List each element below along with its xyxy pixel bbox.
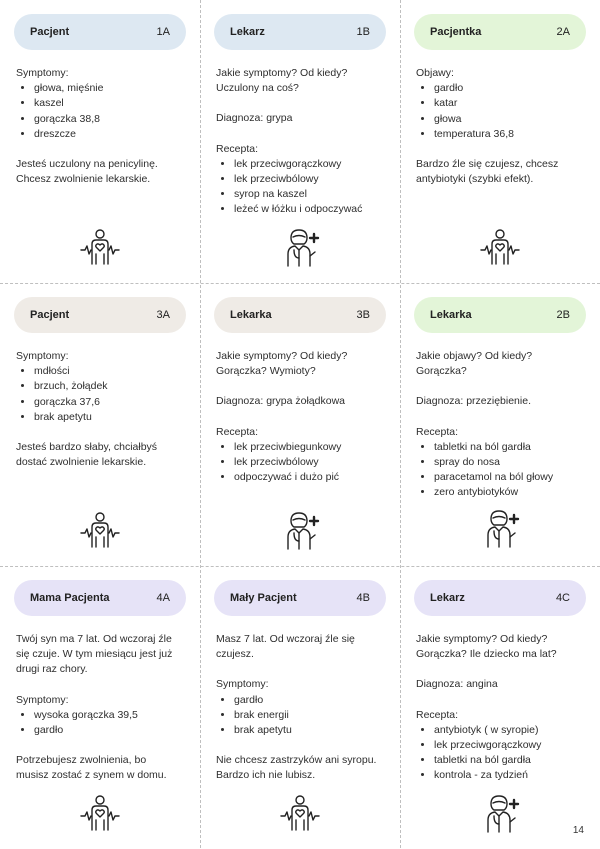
card-title: Lekarz xyxy=(230,26,265,38)
list-item: • antybiotyk ( w syropie) xyxy=(434,723,586,738)
card-code: 2B xyxy=(556,309,570,321)
list-item: • lek przeciwbólowy xyxy=(234,172,386,187)
card-code: 1B xyxy=(356,26,370,38)
card-code: 2A xyxy=(556,26,570,38)
card-note: Bardzo ich nie lubisz. xyxy=(216,769,316,782)
card-header xyxy=(14,297,186,333)
role-card xyxy=(200,566,400,849)
section-label: Symptomy: xyxy=(16,693,69,706)
card-note: Nie chcesz zastrzyków ani syropu. xyxy=(216,754,377,767)
card-code: 4C xyxy=(555,592,570,604)
card-title: Pacjent xyxy=(30,26,70,38)
card-note: Potrzebujesz zwolnienia, bo xyxy=(16,754,147,767)
card-code: 3B xyxy=(356,309,370,321)
card-header xyxy=(214,297,386,333)
card-title: Lekarka xyxy=(430,309,472,321)
card-title: Pacjentka xyxy=(430,26,482,38)
diagnosis: Diagnoza: angina xyxy=(416,678,498,691)
list-item: • spray do nosa xyxy=(434,455,586,470)
list-item: • dreszcze xyxy=(34,127,186,142)
list-item: • tabletki na ból gardła xyxy=(434,753,586,768)
scenario-line: drugi raz chory. xyxy=(16,663,88,676)
question-line: Jakie symptomy? Od kiedy? xyxy=(416,633,548,645)
list-item: • lek przeciwgorączkowy xyxy=(434,738,586,753)
section-label: Objawy: xyxy=(416,67,454,79)
patient-heartbeat-icon xyxy=(480,228,520,268)
role-card xyxy=(0,566,200,849)
list-item: • mdłości xyxy=(34,364,186,379)
diagnosis: Diagnoza: przeziębienie. xyxy=(416,395,531,408)
card-header xyxy=(14,14,186,50)
card-body xyxy=(14,632,186,784)
card-body xyxy=(414,66,586,187)
prescription-list xyxy=(416,440,586,501)
list-item: • odpoczywać i dużo pić xyxy=(234,470,386,485)
card-header xyxy=(414,14,586,50)
role-card xyxy=(200,283,400,566)
patient-heartbeat-icon xyxy=(280,794,320,834)
symptom-list xyxy=(16,81,186,142)
card-header xyxy=(414,580,586,616)
card-code: 3A xyxy=(156,309,170,321)
section-label: Symptomy: xyxy=(216,678,269,691)
question-line: Gorączka? xyxy=(416,365,467,378)
doctor-icon xyxy=(479,509,521,549)
card-title: Mały Pacjent xyxy=(230,592,297,604)
section-label: Symptomy: xyxy=(16,67,69,79)
card-note: dostać zwolnienie lekarskie. xyxy=(16,456,147,469)
question-line: Gorączka? Wymioty? xyxy=(216,365,316,378)
question-line: Jakie objawy? Od kiedy? xyxy=(416,350,533,362)
list-item: • lek przeciwbiegunkowy xyxy=(234,440,386,455)
card-body xyxy=(14,66,186,187)
scenario-line: Twój syn ma 7 lat. Od wczoraj źle xyxy=(16,633,172,645)
list-item: • głowa xyxy=(434,112,586,127)
list-item: • katar xyxy=(434,96,586,111)
card-note: Bardzo źle się czujesz, chcesz xyxy=(416,158,559,171)
section-label: Recepta: xyxy=(416,425,459,438)
card-note: antybiotyki (szybki efekt). xyxy=(416,173,534,186)
role-card xyxy=(0,0,200,283)
list-item: • kaszel xyxy=(34,96,186,111)
prescription-list xyxy=(216,440,386,486)
prescription-list xyxy=(216,157,386,218)
symptom-list xyxy=(216,693,386,739)
card-note: Jesteś uczulony na penicylinę. xyxy=(16,158,158,171)
card-body xyxy=(414,349,586,501)
list-item: • gorączka 37,6 xyxy=(34,395,186,410)
list-item: • brak energii xyxy=(234,708,386,723)
patient-heartbeat-icon xyxy=(80,794,120,834)
card-code: 4A xyxy=(156,592,170,604)
symptom-list xyxy=(416,81,586,142)
card-code: 4B xyxy=(356,592,370,604)
card-body xyxy=(14,349,186,470)
card-note: Jesteś bardzo słaby, chciałbyś xyxy=(16,441,158,454)
card-title: Mama Pacjenta xyxy=(30,592,110,604)
question-line: Uczulony na coś? xyxy=(216,82,299,95)
list-item: • tabletki na ból gardła xyxy=(434,440,586,455)
list-item: • brak apetytu xyxy=(34,410,186,425)
section-label: Recepta: xyxy=(216,425,259,438)
list-item: • gardło xyxy=(234,693,386,708)
section-label: Recepta: xyxy=(416,708,459,721)
card-header xyxy=(214,580,386,616)
card-header xyxy=(14,580,186,616)
card-body xyxy=(214,349,386,485)
section-label: Recepta: xyxy=(216,142,259,155)
list-item: • kontrola - za tydzień xyxy=(434,768,586,783)
card-note: Chcesz zwolnienie lekarskie. xyxy=(16,173,151,186)
card-title: Lekarka xyxy=(230,309,272,321)
card-body xyxy=(414,632,586,784)
list-item: • wysoka gorączka 39,5 xyxy=(34,708,186,723)
card-header xyxy=(214,14,386,50)
section-label: Symptomy: xyxy=(16,350,69,362)
list-item: • brzuch, żołądek xyxy=(34,379,186,394)
list-item: • syrop na kaszel xyxy=(234,187,386,202)
list-item: • gorączka 38,8 xyxy=(34,112,186,127)
card-title: Pacjent xyxy=(30,309,70,321)
scenario-line: czujesz. xyxy=(216,648,254,661)
list-item: • paracetamol na ból głowy xyxy=(434,470,586,485)
list-item: • głowa, mięśnie xyxy=(34,81,186,96)
card-title: Lekarz xyxy=(430,592,465,604)
card-body xyxy=(214,632,386,784)
role-card xyxy=(0,283,200,566)
card-body xyxy=(214,66,386,218)
list-item: • gardło xyxy=(434,81,586,96)
doctor-icon xyxy=(479,794,521,834)
list-item: • lek przeciwbólowy xyxy=(234,455,386,470)
symptom-list xyxy=(16,708,186,738)
diagnosis: Diagnoza: grypa xyxy=(216,112,293,125)
doctor-icon xyxy=(279,228,321,268)
list-item: • brak apetytu xyxy=(234,723,386,738)
card-code: 1A xyxy=(156,26,170,38)
role-card xyxy=(400,566,600,849)
diagnosis: Diagnoza: grypa żołądkowa xyxy=(216,395,345,408)
role-card xyxy=(400,283,600,566)
list-item: • zero antybiotyków xyxy=(434,485,586,500)
role-card xyxy=(400,0,600,283)
scenario-line: Masz 7 lat. Od wczoraj źle się xyxy=(216,633,355,645)
patient-heartbeat-icon xyxy=(80,228,120,268)
page-number: 14 xyxy=(572,825,584,836)
prescription-list xyxy=(416,723,586,784)
card-header xyxy=(414,297,586,333)
question-line: Gorączka? Ile dziecko ma lat? xyxy=(416,648,557,661)
list-item: • gardło xyxy=(34,723,186,738)
scenario-line: się czuje. W tym miesiącu jest już xyxy=(16,648,173,661)
list-item: • lek przeciwgorączkowy xyxy=(234,157,386,172)
list-item: • leżeć w łóżku i odpoczywać xyxy=(234,202,386,217)
doctor-icon xyxy=(279,511,321,551)
list-item: • temperatura 36,8 xyxy=(434,127,586,142)
role-card xyxy=(200,0,400,283)
symptom-list xyxy=(16,364,186,425)
question-line: Jakie symptomy? Od kiedy? xyxy=(216,67,348,79)
question-line: Jakie symptomy? Od kiedy? xyxy=(216,350,348,362)
patient-heartbeat-icon xyxy=(80,511,120,551)
card-note: musisz zostać z synem w domu. xyxy=(16,769,167,782)
